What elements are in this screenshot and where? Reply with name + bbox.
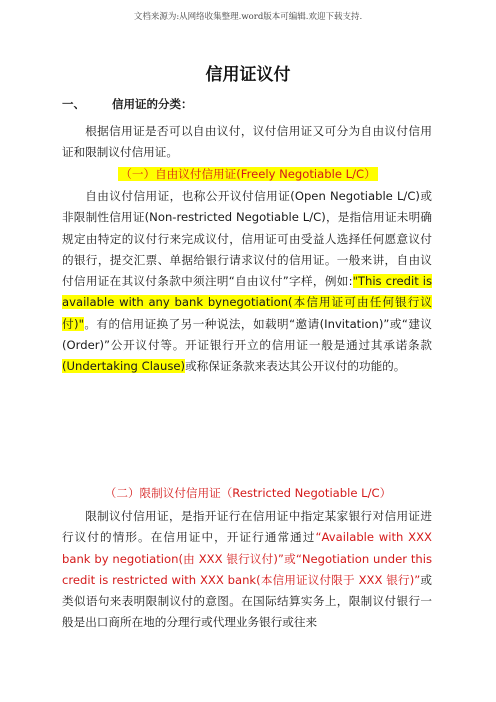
paragraph-freely-negotiable [62,186,432,378]
header-note: 文档来源为:从网络收集整理.word版本可编辑.欢迎下载支持. [133,12,363,22]
subheading-freely-negotiable [0,164,496,185]
paragraph-text: 或称保证条款来表达其公开议付的功能的。 [185,359,406,374]
paragraph-intro: 根据信用证是否可以自由议付，议付信用证又可分为自由议付信用证和限制议付信用证。 [62,124,432,160]
subheading-restricted-negotiable: （二）限制议付信用证（Restricted Negotiable L/C） [104,486,392,500]
red-clause: “Available with XXX bank by negotiation(由 XXX 银行议付)”或“Negotiation under this credit is restricted with XXX bank(本信用证议付限于 XXX 银行)” [62,530,432,587]
section-heading [62,96,193,112]
subheading-text: （一）自由议付信用证(Freely Negotiable L/C） [120,167,376,181]
paragraph-restricted-negotiable [62,506,432,634]
section-number: 一、 [62,97,85,111]
section-label: 信用证的分类： [112,97,193,111]
highlighted-clause: "This credit is available with any bank bynegotiation(本信用证可由任何银行议付)" [62,274,433,331]
paragraph-text: 自由议付信用证，也称公开议付信用证(Open Negotiable L/C)或非限制性信用证(Non-restricted Negotiable L/C)，是指信用证未明确规定由特定的议付行来完成议付，信用证可由受益人选择任何愿意议付的银行，提交汇票、单据给银行请求议付的信用证。一般来讲，自由议付信用证在其议付条款中须注明“自由议付”字样，例如: [62,189,432,289]
document-title: 信用证议付 [205,65,291,85]
paragraph-text: 或类似语句来表明限制议付的意图。在国际结算实务上，限制议付银行一般是出口商所在地的分理行或代理业务银行或往来 [62,572,432,630]
paragraph-text: 限制议付信用证，是指开证行在信用证中指定某家银行对信用证进行议付的情形。在信用证中，开证行通常通过 [62,509,432,545]
paragraph-text: 。有的信用证换了另一种说法，如载明“邀请(Invitation)”或“建议(Order)”公开议付等。开证银行开立的信用证一般是通过其承诺条款 [62,316,432,353]
highlighted-term: (Undertaking Clause) [62,359,186,374]
